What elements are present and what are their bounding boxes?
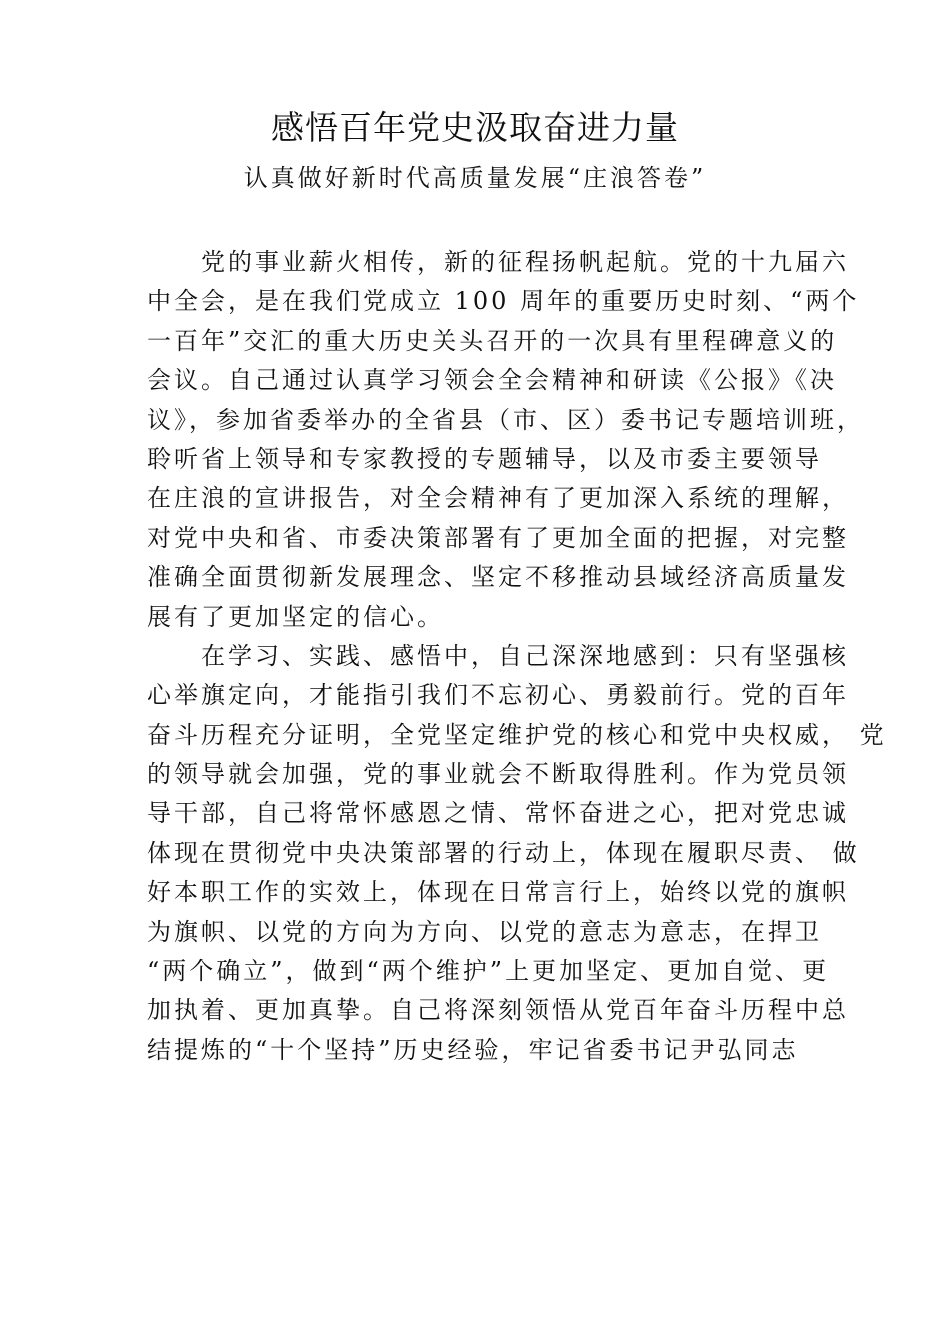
body-line: 准确全面贯彻新发展理念、坚定不移推动县域经济高质量发 xyxy=(147,563,849,592)
body-line: 中全会，是在我们党成立 100 周年的重要历史时刻、“两个 xyxy=(147,287,860,316)
body-line: 好本职工作的实效上，体现在日常言行上，始终以党的旗帜 xyxy=(147,878,849,907)
body-line: 为旗帜、以党的方向为方向、以党的意志为意志，在捍卫 xyxy=(147,917,822,946)
body-line: 展有了更加坚定的信心。 xyxy=(147,602,444,631)
body-line: 心举旗定向，才能指引我们不忘初心、勇毅前行。党的百年 xyxy=(147,681,849,710)
body-line: 结提炼的“十个坚持”历史经验，牢记省委书记尹弘同志 xyxy=(147,1035,799,1064)
body-line: 会议。自己通过认真学习领会全会精神和研读《公报》《决 xyxy=(147,366,837,395)
body-line: 加执着、更加真挚。自己将深刻领悟从党百年奋斗历程中总 xyxy=(147,996,849,1025)
document-subtitle: 认真做好新时代高质量发展“庄浪答卷” xyxy=(243,164,707,192)
body-line: 在庄浪的宣讲报告，对全会精神有了更加深入系统的理解， xyxy=(147,484,849,513)
body-line: “两个确立”，做到“两个维护”上更加坚定、更加自觉、更 xyxy=(147,957,830,986)
body-line: 的领导就会加强，党的事业就会不断取得胜利。作为党员领 xyxy=(147,760,849,789)
body-line: 对党中央和省、市委决策部署有了更加全面的把握，对完整 xyxy=(147,523,849,552)
body-line: 议》，参加省委举办的全省县（市、区）委书记专题培训班， xyxy=(147,405,864,434)
document-title: 感悟百年党史汲取奋进力量 xyxy=(271,108,679,147)
body-line: 聆听省上领导和专家教授的专题辅导，以及市委主要领导 xyxy=(147,444,822,473)
body-line: 导干部，自己将常怀感恩之情、常怀奋进之心，把对党忠诚 xyxy=(147,799,849,828)
body-line: 奋斗历程充分证明，全党坚定维护党的核心和党中央权威， 党 xyxy=(147,720,887,749)
body-line: 体现在贯彻党中央决策部署的行动上，体现在履职尽责、 做 xyxy=(147,838,860,867)
body-line: 在学习、实践、感悟中，自己深深地感到：只有坚强核 xyxy=(147,641,849,670)
body-line: 一百年”交汇的重大历史关头召开的一次具有里程碑意义的 xyxy=(147,326,838,355)
body-line: 党的事业薪火相传，新的征程扬帆起航。党的十九届六 xyxy=(147,248,849,276)
document-body xyxy=(147,243,887,1070)
